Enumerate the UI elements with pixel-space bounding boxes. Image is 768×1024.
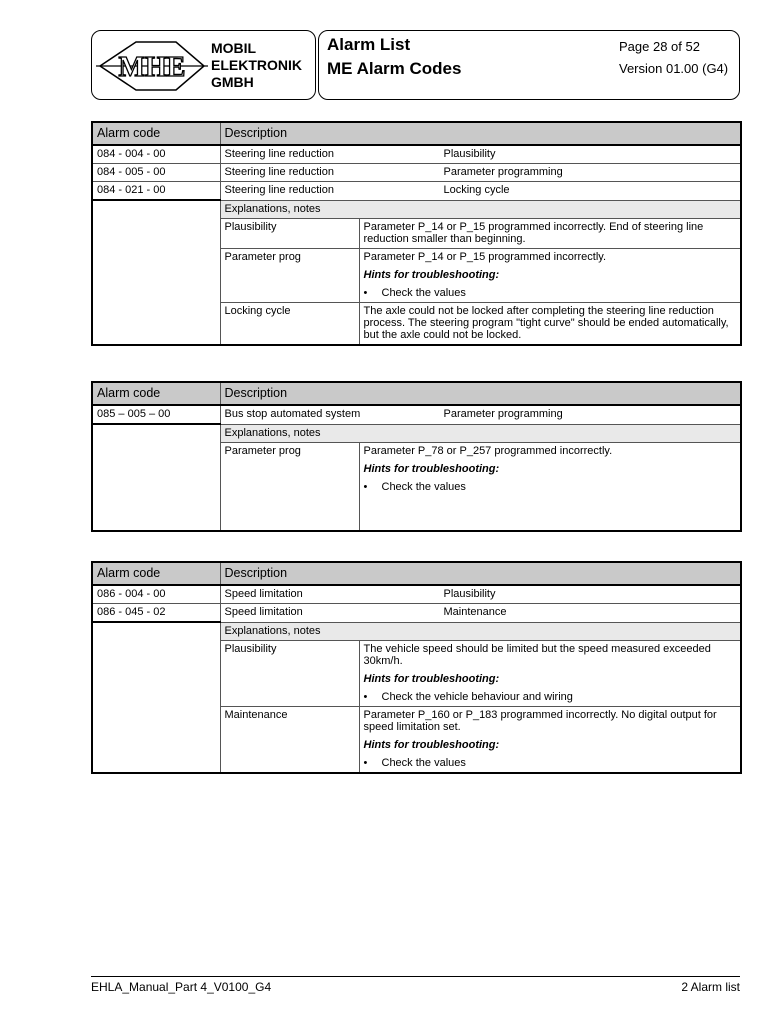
note-text: Parameter P_160 or P_183 programmed incorrectly. No digital output for speed limitation set. xyxy=(363,708,717,733)
explanations-header-row xyxy=(92,424,741,442)
bullet-icon: • xyxy=(363,690,368,703)
description-cell: Steering line reduction Parameter programming xyxy=(220,164,741,182)
bullet-item: • Check the values xyxy=(363,756,466,769)
footer-divider xyxy=(91,976,740,977)
table-header-row xyxy=(92,562,741,585)
company-line-2: ELEKTRONIK xyxy=(211,57,302,73)
troubleshooting-hint: Hints for troubleshooting: xyxy=(363,268,500,281)
table-header-row xyxy=(92,122,741,145)
alarm-table-086 xyxy=(91,561,742,774)
note-body xyxy=(359,706,741,773)
bullet-item: • Check the values xyxy=(363,286,466,299)
description-header: Description xyxy=(220,122,741,145)
bullet-icon: • xyxy=(363,756,368,769)
footer-document-id: EHLA_Manual_Part 4_V0100_G4 xyxy=(91,980,272,994)
bullet-item: • Check the vehicle behaviour and wiring xyxy=(363,690,573,703)
explanations-header: Explanations, notes xyxy=(220,622,741,640)
blank-cell xyxy=(92,622,220,773)
alarm-code-cell: 086 - 045 - 02 xyxy=(92,604,220,623)
page-subtitle: ME Alarm Codes xyxy=(327,59,462,78)
note-label: Plausibility xyxy=(220,640,359,706)
explanations-header-row xyxy=(92,200,741,218)
alarm-code-cell: 084 - 021 - 00 xyxy=(92,182,220,201)
company-line-1: MOBIL xyxy=(211,40,257,56)
alarm-code-cell: 084 - 004 - 00 xyxy=(92,145,220,164)
description-cell: Speed limitation Maintenance xyxy=(220,604,741,623)
explanations-header: Explanations, notes xyxy=(220,424,741,442)
note-label: Plausibility xyxy=(220,218,359,248)
blank-cell xyxy=(92,424,220,531)
note-body xyxy=(359,248,741,302)
explanations-header-row xyxy=(92,622,741,640)
troubleshooting-hint: Hints for troubleshooting: xyxy=(363,738,500,751)
note-text: The axle could not be locked after completing the steering line reduction process. The steering program "tight curve" should be ended automatically, but the axle could not be locked. xyxy=(359,302,741,345)
table-row xyxy=(92,145,741,164)
troubleshooting-hint: Hints for troubleshooting: xyxy=(363,462,500,475)
table-row xyxy=(92,182,741,201)
description-header: Description xyxy=(220,382,741,405)
note-text: Parameter P_78 or P_257 programmed incorrectly. xyxy=(363,444,613,457)
table-row xyxy=(92,164,741,182)
me-logo-icon xyxy=(96,39,208,93)
bullet-icon: • xyxy=(363,480,368,493)
alarm-code-header: Alarm code xyxy=(92,122,220,145)
note-label: Parameter prog xyxy=(220,248,359,302)
logo-letters: MHE xyxy=(118,52,186,83)
note-label: Locking cycle xyxy=(220,302,359,345)
description-cell: Steering line reduction Plausibility xyxy=(220,145,741,164)
alarm-code-header: Alarm code xyxy=(92,562,220,585)
company-logo-box xyxy=(91,30,316,100)
alarm-code-header: Alarm code xyxy=(92,382,220,405)
company-name xyxy=(211,40,302,91)
document-title-box xyxy=(318,30,740,100)
alarm-code-cell: 086 - 004 - 00 xyxy=(92,585,220,604)
note-text: The vehicle speed should be limited but the speed measured exceeded 30km/h. xyxy=(363,642,711,667)
description-cell: Bus stop automated system Parameter programming xyxy=(220,405,741,424)
version-label: Version 01.00 (G4) xyxy=(619,61,729,76)
description-cell: Speed limitation Plausibility xyxy=(220,585,741,604)
table-row xyxy=(92,585,741,604)
alarm-code-cell: 085 – 005 – 00 xyxy=(92,405,220,424)
table-header-row xyxy=(92,382,741,405)
page-title: Alarm List xyxy=(327,35,411,54)
note-body xyxy=(359,442,741,531)
alarm-table-084 xyxy=(91,121,742,346)
bullet-item: • Check the values xyxy=(363,480,466,493)
blank-cell xyxy=(92,200,220,345)
description-cell: Steering line reduction Locking cycle xyxy=(220,182,741,201)
company-line-3: GMBH xyxy=(211,74,254,90)
footer-section-name: 2 Alarm list xyxy=(681,980,740,994)
note-label: Maintenance xyxy=(220,706,359,773)
note-text: Parameter P_14 or P_15 programmed incorrectly. xyxy=(363,250,607,263)
description-header: Description xyxy=(220,562,741,585)
page-number: Page 28 of 52 xyxy=(619,39,700,54)
note-label: Parameter prog xyxy=(220,442,359,531)
alarm-code-cell: 084 - 005 - 00 xyxy=(92,164,220,182)
table-row xyxy=(92,604,741,623)
alarm-table-085 xyxy=(91,381,742,532)
note-body xyxy=(359,640,741,706)
explanations-header: Explanations, notes xyxy=(220,200,741,218)
table-row xyxy=(92,405,741,424)
bullet-icon: • xyxy=(363,286,368,299)
note-text: Parameter P_14 or P_15 programmed incorrectly. End of steering line reduction smaller than beginning. xyxy=(359,218,741,248)
troubleshooting-hint: Hints for troubleshooting: xyxy=(363,672,500,685)
